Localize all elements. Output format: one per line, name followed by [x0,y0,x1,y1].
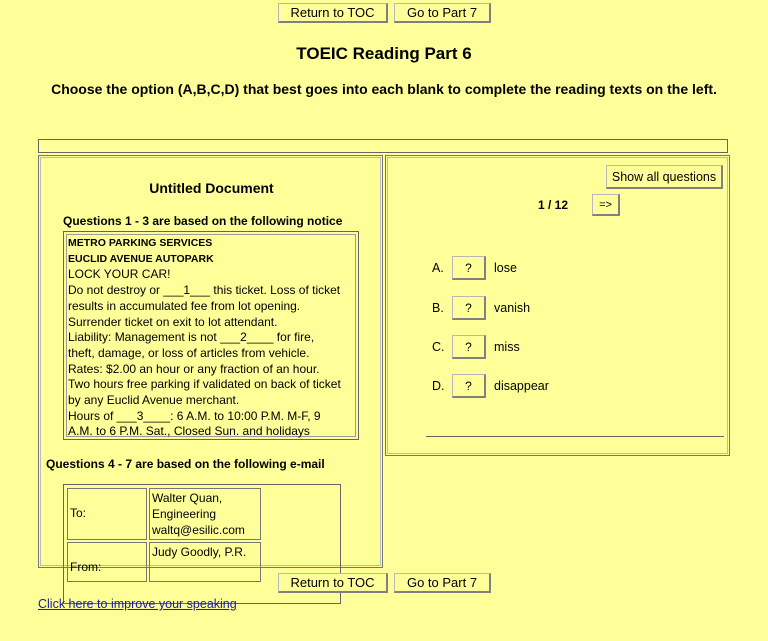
bottom-nav [0,573,768,595]
top-nav [0,3,768,25]
email-to-value: Walter Quan, Engineering waltq@esilic.com [149,488,261,540]
notice-line: theft, damage, or loss of articles from vehicle. [68,345,310,360]
notice-line: Hours of ___3____: 6 A.M. to 10:00 P.M. M-F, 9 [68,408,321,423]
answer-divider [426,436,724,437]
option-c-letter: C. [432,340,445,354]
notice-body [66,234,356,437]
document-title: Untitled Document [149,180,274,196]
question-panel [385,155,730,456]
notice-line: Do not destroy or ___1___ this ticket. Loss of ticket [68,283,341,298]
option-b-letter: B. [432,301,444,315]
option-c-button[interactable]: ? [452,335,486,359]
notice-line: by any Euclid Avenue merchant. [68,393,240,408]
instruction-text: Choose the option (A,B,C,D) that best goes into each blank to complete the reading texts on the left. [51,81,717,97]
go-to-part-7-button-bottom[interactable]: Go to Part 7 [394,573,491,593]
option-b-text: vanish [494,301,531,315]
notice-line: Liability: Management is not ___2____ for fire, [68,330,315,345]
return-to-toc-button-bottom[interactable]: Return to TOC [278,573,388,593]
question-frame [387,157,728,454]
notice-line: results in accumulated fee from lot opening. [68,298,301,313]
notice-line: Surrender ticket on exit to lot attendant. [68,314,278,329]
go-to-part-7-button[interactable]: Go to Part 7 [394,3,491,23]
questions-4-7-heading: Questions 4 - 7 are based on the following e-mail [46,457,325,471]
improve-speaking-link[interactable]: Click here to improve your speaking [38,597,237,611]
show-all-questions-button[interactable]: Show all questions [606,165,723,189]
questions-1-3-heading: Questions 1 - 3 are based on the following notice [63,214,343,228]
notice-line: EUCLID AVENUE AUTOPARK [68,252,214,265]
option-a-button[interactable]: ? [452,256,486,280]
reading-panel[interactable] [38,155,383,574]
notice-line: Rates: $2.00 an hour or any fraction of an hour. [68,361,320,376]
thin-frame [38,139,728,153]
email-from-label: From: [67,542,147,582]
notice-line: A.M. to 6 P.M. Sat., Closed Sun. and holidays [68,424,310,439]
reading-frame [40,157,381,574]
parking-notice [63,231,359,440]
question-counter: 1 / 12 [538,198,569,212]
email-to-label: To: [67,488,147,540]
option-d-letter: D. [432,379,445,393]
option-b-button[interactable]: ? [452,296,486,320]
next-question-button[interactable]: => [592,194,620,216]
return-to-toc-button[interactable]: Return to TOC [278,3,388,23]
option-c-text: miss [494,340,520,354]
notice-line: Two hours free parking if validated on back of ticket [68,377,341,392]
option-a-text: lose [494,261,517,275]
page-title: TOEIC Reading Part 6 [296,44,472,63]
option-a-letter: A. [432,261,444,275]
notice-line: METRO PARKING SERVICES [68,237,213,249]
notice-line: LOCK YOUR CAR! [68,267,171,282]
option-d-button[interactable]: ? [452,374,486,398]
option-d-text: disappear [494,379,549,393]
email-from-value: Judy Goodly, P.R. [149,542,261,582]
